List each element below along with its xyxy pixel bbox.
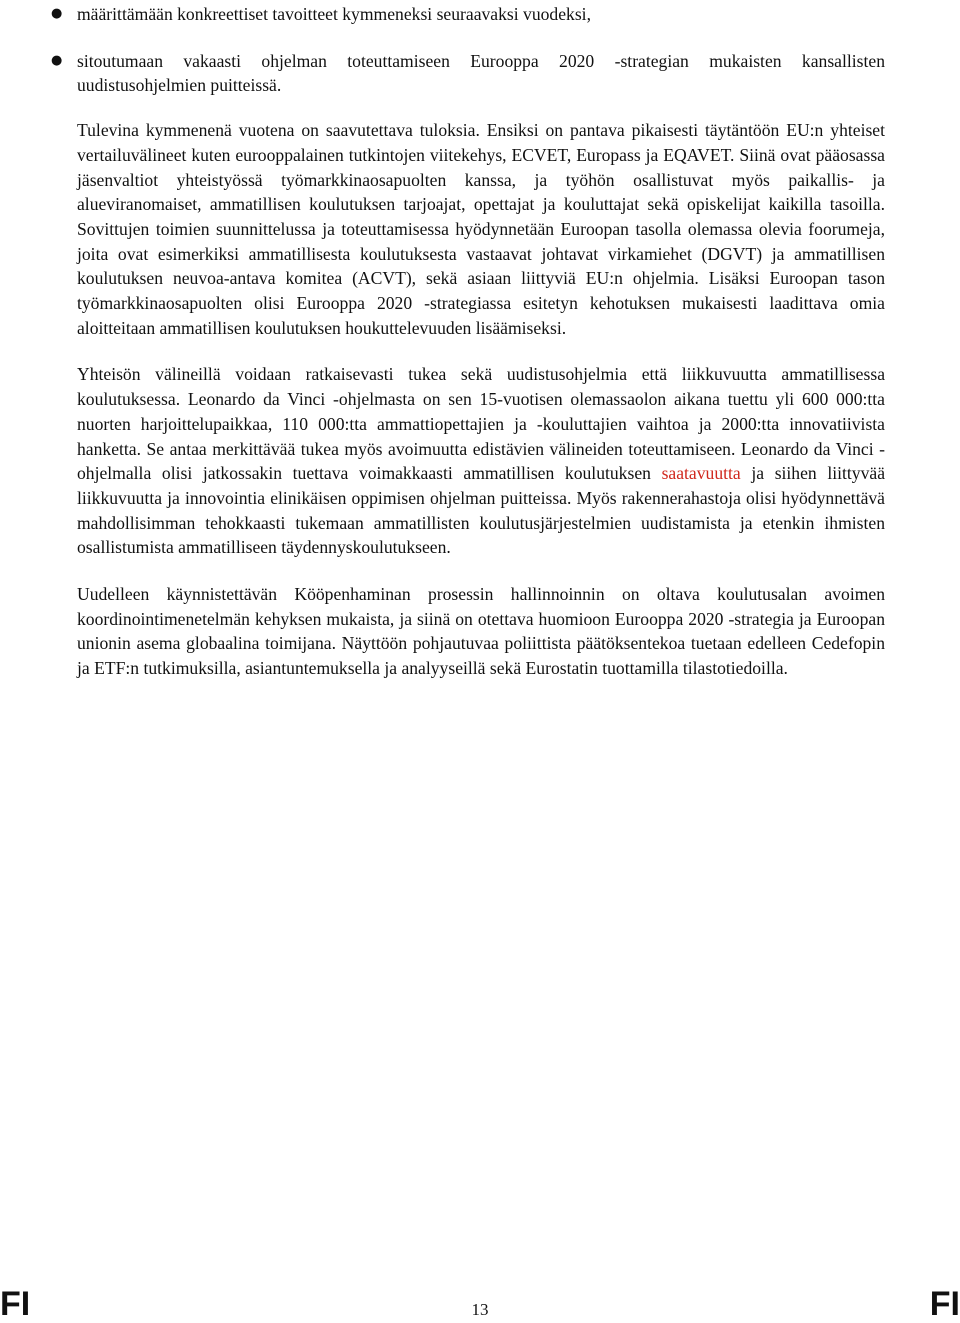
page-number: 13 (471, 1300, 489, 1319)
bullet-item (51, 2, 885, 27)
paragraph-text: Yhteisön välineillä voidaan ratkaisevasti tukea sekä uudistusohjelmia että liikkuvuutta ammatillisessa koulutuksessa. Leonardo da Vinci -ohjelmasta on sen 15-vuotisen olemassaolon aikana tuettu yli 600 000:tta nuorten harjoittelupaikkaa, 110 000:tta ammattiopettajien ja -kouluttajien vaihtoa ja 2000:tta innovatiivista hanketta. Se antaa merkittävää tukea myös avoimuutta edistävien välineiden toteuttamiseen. Leonardo da Vinci -ohjelmalla olisi jatkossakin tuettava voimakkaasti ammatillisen koulutuksen (77, 364, 885, 484)
paragraph-results: Tulevina kymmenenä vuotena on saavutettava tuloksia. Ensiksi on pantava pikaisesti täytäntöön EU:n yhteiset vertailuvälineet kuten eurooppalainen tutkintojen viitekehys, ECVET, Europass ja EQAVET. Siinä ovat pääosassa jäsenvaltiot yhteistyössä työmarkkinaosapuolten kanssa, ja työhön osallistuvat myös paikallis- ja alueviranomaiset, ammatillisen koulutuksen tarjoajat, opettajat ja kouluttajat sekä opiskelijat kaikilla tasoilla. Sovittujen toimien suunnittelussa ja toteuttamisessa hyödynnetään Euroopan tasolla olemassa olevia foorumeja, joita ovat esimerkiksi ammatillisesta koulutuksesta vastaavat johtavat virkamiehet (DGVT) ja ammatillisen koulutuksen neuvoa-antava komitea (ACVT), sekä asiaan liittyviä EU:n ohjelmia. Lisäksi Euroopan tason työmarkkinaosapuolten olisi Eurooppa 2020 -strategiassa esitetyn kehotuksen mukaisesti laadittava omia aloitteitaan ammatillisen koulutuksen houkuttelevuuden lisäämiseksi. (77, 120, 885, 338)
footer-language-right: FI (929, 1285, 960, 1323)
bullet-icon: ● (51, 6, 63, 21)
bullet-text: määrittämään konkreettiset tavoitteet kymmeneksi seuraavaksi vuodeksi, (77, 4, 591, 24)
bullet-item (51, 49, 885, 98)
highlighted-word: saatavuutta (661, 463, 741, 484)
footer-language-left: FI (0, 1285, 31, 1323)
document-body (51, 0, 886, 681)
bullet-text: sitoutumaan vakaasti ohjelman toteuttamiseen Eurooppa 2020 -strategian mukaisten kansallisten uudistusohjelmien puitteissä. (77, 50, 885, 96)
paragraph-governance: Uudelleen käynnistettävän Kööpenhaminan prosessin hallinnoinnin on oltava koulutusalan avoimen koordinointimenetelmän kehyksen mukaista, ja siinä on otettava huomioon Eurooppa 2020 -strategia ja Euroopan unionin asema globaalina toimijana. Näyttöön pohjautuvaa poliittista päätöksentekoa tuetaan edelleen Cedefopin ja ETF:n tutkimuksilla, asiantuntemuksella ja analyyseillä sekä Eurostatin tuottamilla tilastotiedoilla. (77, 584, 885, 679)
paragraph-text: ja siihen liittyvää liikkuvuutta ja innovointia elinikäisen oppimisen ohjelman puitteissa. Myös rakennerahastoja olisi hyödynnettävä mahdollisimman tehokkaasti tukemaan ammatillisten koulutusjärjestelmien uudistamista ja etenkin ihmisten osallistumista ammatilliseen täydennyskoulutukseen. (77, 463, 886, 558)
bullet-icon: ● (51, 52, 63, 68)
bullet-list (51, 2, 885, 98)
paragraph-community-instruments (77, 362, 885, 560)
